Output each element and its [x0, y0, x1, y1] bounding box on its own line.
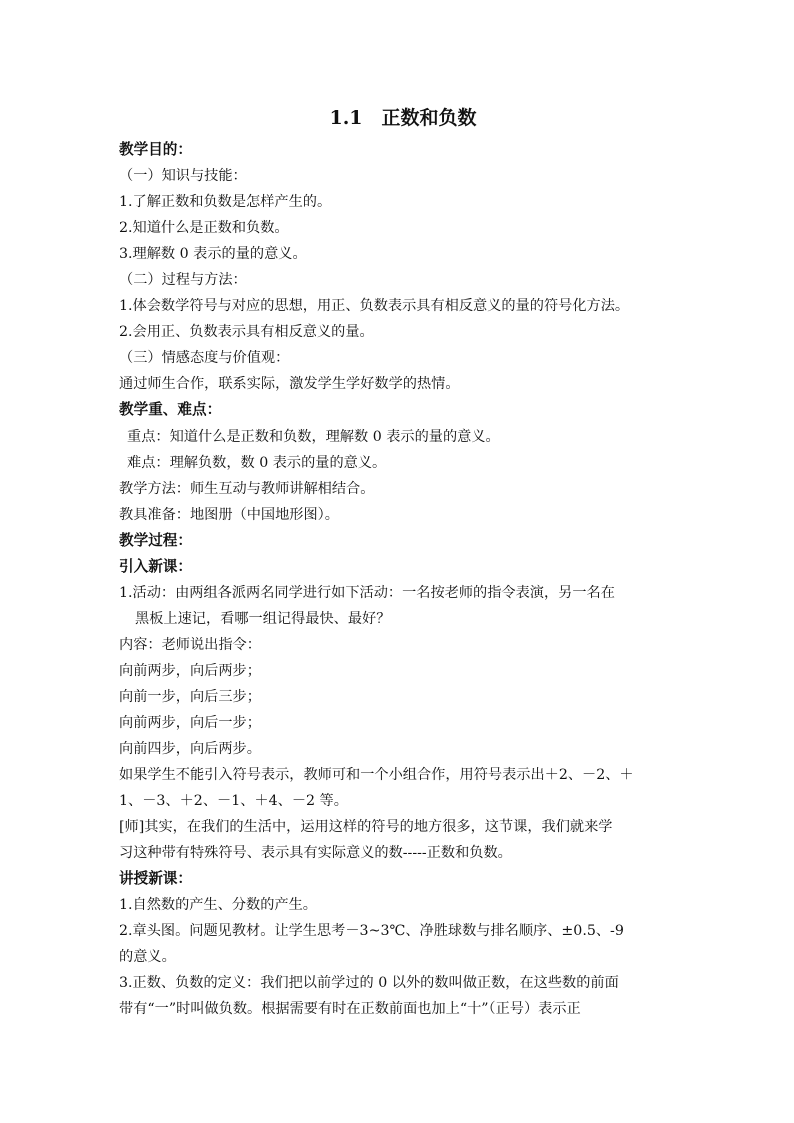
heading-key-difficult-points: 教学重、难点：: [119, 401, 222, 418]
heading-teaching-goals: 教学目的：: [119, 141, 192, 158]
paragraph-line: [师]其实，在我们的生活中，运用这样的符号的地方很多，这节课，我们就来学: [119, 819, 613, 835]
difficult-point: 难点：理解负数，数 0 表示的量的意义。: [127, 455, 387, 471]
document-title: 1.1 正数和负数: [329, 107, 477, 129]
paragraph-line: 的意义。: [119, 949, 176, 965]
paragraph-line: 黑板上速记，看哪一组记得最快、最好？: [135, 611, 391, 627]
teaching-aids: 教具准备：地图册（中国地形图）。: [119, 507, 339, 523]
paragraph-line: 内容：老师说出指令：: [119, 637, 261, 653]
paragraph-line: 带有“一”时叫做负数。根据需要有时在正数前面也加上“十”（正号）表示正: [119, 1001, 581, 1017]
paragraph-line: 1.自然数的产生、分数的产生。: [119, 897, 317, 913]
paragraph-line: 2.章头图。问题见教材。让学生思考－3~3℃、净胜球数与排名顺序、±0.5、-9: [119, 923, 624, 939]
paragraph-line: 1、－3、＋2、－1、＋4、－2 等。: [119, 793, 348, 809]
key-point: 重点：知道什么是正数和负数，理解数 0 表示的量的意义。: [127, 429, 500, 445]
subheading-process-method: （二）过程与方法：: [119, 272, 247, 288]
subheading-knowledge-skills: （一）知识与技能：: [119, 168, 247, 184]
instruction-item: 向前两步，向后两步；: [119, 663, 261, 679]
instruction-item: 向前两步，向后一步；: [119, 715, 261, 731]
goal-item: 通过师生合作，联系实际，激发学生学好数学的热情。: [119, 376, 460, 392]
instruction-item: 向前一步，向后三步；: [119, 689, 261, 705]
paragraph-line: 1.活动：由两组各派两名同学进行如下活动：一名按老师的指令表演，另一名在: [119, 585, 615, 601]
goal-item: 2.知道什么是正数和负数。: [119, 220, 289, 236]
heading-new-lesson: 讲授新课：: [119, 870, 192, 887]
paragraph-line: 3.正数、负数的定义：我们把以前学过的 0 以外的数叫做正数，在这些数的前面: [119, 975, 619, 991]
goal-item: 2.会用正、负数表示具有相反意义的量。: [119, 324, 374, 340]
goal-item: 1.了解正数和负数是怎样产生的。: [119, 194, 332, 210]
goal-item: 3.理解数 0 表示的量的意义。: [119, 246, 307, 262]
subheading-attitude-values: （三）情感态度与价值观：: [119, 350, 290, 366]
paragraph-line: 如果学生不能引入符号表示，教师可和一个小组合作，用符号表示出＋2、－2、＋: [119, 767, 634, 783]
paragraph-line: 习这种带有特殊符号、表示具有实际意义的数-----正数和负数。: [119, 845, 512, 861]
heading-introduction: 引入新课：: [119, 558, 192, 575]
teaching-method: 教学方法：师生互动与教师讲解相结合。: [119, 481, 375, 497]
goal-item: 1.体会数学符号与对应的思想，用正、负数表示具有相反意义的量的符号化方法。: [119, 298, 630, 314]
heading-teaching-process: 教学过程：: [119, 532, 192, 549]
instruction-item: 向前四步，向后两步。: [119, 741, 261, 757]
